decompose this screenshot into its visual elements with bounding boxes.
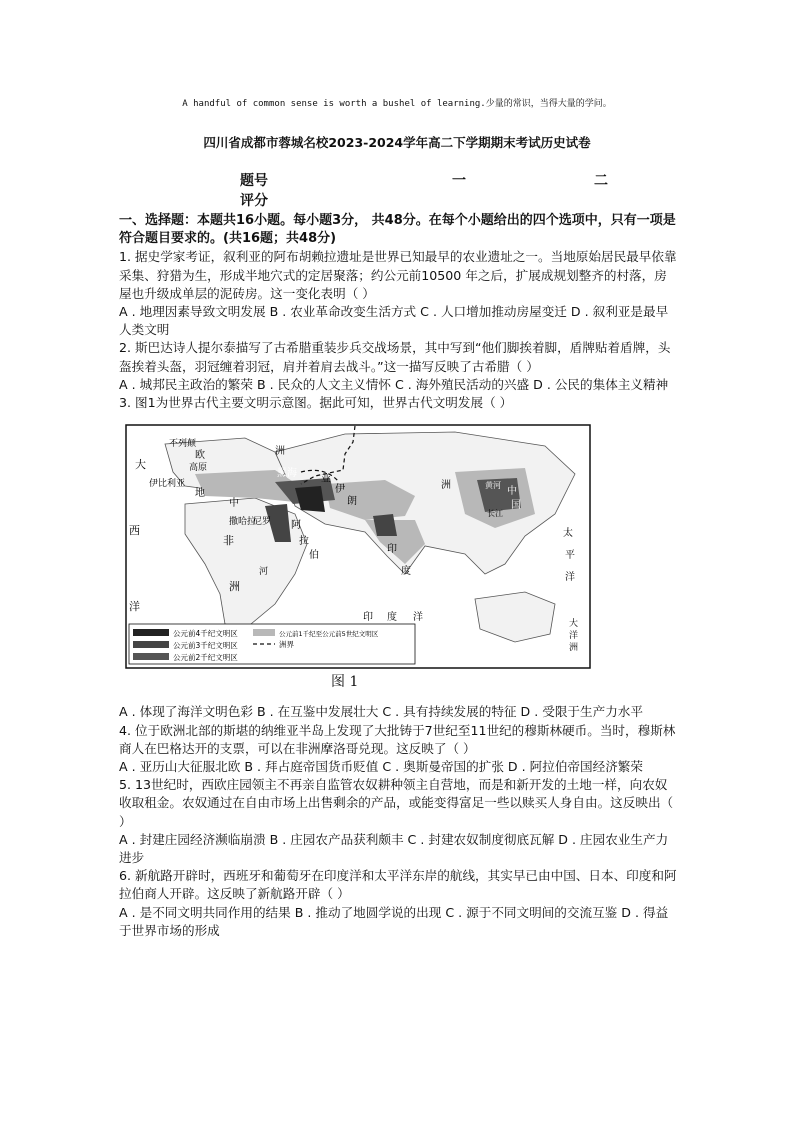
section-heading: 一、选择题：本题共16小题。每小题3分， 共48分。在每个小题给出的四个选项中，只有一项是符合题目要求的。(共16题；共48分) (119, 213, 676, 247)
legend-boundary: 洲界 (279, 640, 294, 650)
map-label: 大 (135, 458, 146, 472)
civilization-map (125, 424, 591, 669)
map-label: 欧 (195, 450, 205, 462)
map-label: 洲 (229, 580, 240, 594)
map-label: 中 (229, 498, 239, 510)
exam-content (119, 212, 677, 940)
question-1-stem: 1. 据史学家考证，叙利亚的阿布胡赖拉遗址是世界已知最早的农业遗址之一。当地原始居民最早依靠采集、狩猎为生，形成半地穴式的定居聚落；约公元前10500 年之后，扩展成规划整齐的村落，房屋也升级成单层的泥砖房。这一变化表明（ ） (119, 249, 677, 301)
map-label: 大 (569, 619, 579, 630)
map-label: 长江 (487, 509, 503, 519)
score-table (0, 170, 794, 190)
question-5-stem: 5. 13世纪时，西欧庄园领主不再亲自监管农奴耕种领主自营地，而是和新开发的土地一样，向农奴收取租金。农奴通过在自由市场上出售剩余的产品，或能变得富足一些以赎买人身自由。这反映出（ ） (119, 777, 674, 829)
question-4-stem: 4. 位于欧洲北部的斯堪的纳维亚半岛上发现了大批铸于7世纪至11世纪的穆斯林硬币。当时，穆斯林商人在巴格达开的支票，可以在非洲摩洛哥兑现。这反映了（ ） (119, 722, 676, 756)
question-1-options: A . 地理因素导致文明发展 B . 农业革命改变生活方式 C . 人口增加推动房屋变迁 D . 叙利亚是最早人类文明 (119, 304, 669, 338)
map-label: 朗 (347, 496, 357, 508)
question-3-stem: 3. 图1为世界古代主要文明示意图。据此可知，世界古代文明发展（ ） (119, 395, 513, 411)
map-label: 平 (565, 550, 575, 562)
map-label: 洋 (565, 572, 575, 584)
zone-bc3-indus (373, 514, 397, 536)
map-label: 非 (223, 534, 234, 548)
legend-bc3: 公元前3千纪文明区 (173, 641, 238, 651)
map-label: 中 (507, 486, 517, 498)
score-col-2: 二 (594, 173, 608, 189)
map-label: 亚 (321, 474, 331, 486)
map-label: 洋 (569, 631, 579, 642)
question-6-options: A . 是不同文明共同作用的结果 B . 推动了地圆学说的出现 C . 源于不同文明间的交流互鉴 D . 得益于世界市场的形成 (119, 904, 669, 938)
map-label: 印 (363, 612, 373, 624)
map-label: 度 (401, 566, 411, 578)
question-2-stem: 2. 斯巴达诗人提尔泰描写了古希腊重装步兵交战场景，其中写到“他们脚挨着脚，盾牌贴着盾牌，头盔挨着头盔，羽冠缠着羽冠，肩并着肩去战斗。”这一描写反映了古希腊（ ） (119, 340, 671, 374)
map-label: 西 (129, 524, 140, 538)
map-label: 洋 (413, 612, 423, 624)
map-label: 不列颠 (169, 439, 197, 450)
question-3-options: A . 体现了海洋文明色彩 B . 在互鉴中发展壮大 C . 具有持续发展的特征 D . 受限于生产力水平 (119, 704, 643, 720)
map-label: 伯 (309, 550, 319, 562)
legend-bc1: 公元前1千纪至公元前5世纪文明区 (279, 630, 379, 639)
legend-bc4: 公元前4千纪文明区 (173, 629, 238, 639)
question-2-options: A . 城邦民主政治的繁荣 B . 民众的人文主义情怀 C . 海外殖民活动的兴盛 D . 公民的集体主义精神 (119, 376, 669, 392)
map-label: 洲 (569, 643, 579, 654)
figure-caption: 图 1 (331, 674, 359, 691)
legend-bc2: 公元前2千纪文明区 (173, 653, 238, 663)
map-label: 拉 (299, 536, 309, 548)
map-label: 国 (511, 500, 521, 512)
map-label: 洲 (275, 446, 285, 458)
map-label: 高原 (189, 463, 208, 474)
map-label: 阿 (291, 520, 301, 532)
map-label: 黑海 (277, 468, 297, 480)
question-5-options: A . 封建庄园经济濒临崩溃 B . 庄园农产品获利颇丰 C . 封建农奴制度彻底瓦解 D . 庄园农业生产力进步 (119, 831, 669, 866)
map-label: 黄河 (485, 481, 501, 491)
map-legend (129, 624, 415, 664)
map-label: 太 (563, 528, 573, 540)
page-title: 四川省成都市蓉城名校2023-2024学年高二下学期期末考试历史试卷 (203, 135, 591, 150)
map-label: 度 (387, 612, 397, 624)
score-col-1: 一 (452, 173, 466, 189)
header-motto: A handful of common sense is worth a bushel of learning.少量的常识，当得大量的学问。 (182, 99, 612, 109)
map-label: 印 (387, 544, 397, 556)
map-label: 尼罗 (253, 517, 272, 528)
question-4-options: A . 亚历山大征服北欧 B . 拜占庭帝国货币贬值 C . 奥斯曼帝国的扩张 D . 阿拉伯帝国经济繁荣 (119, 759, 643, 775)
map-label: 洲 (441, 480, 451, 492)
question-6-stem: 6. 新航路开辟时，西班牙和葡萄牙在印度洋和太平洋东岸的航线，其实早已由中国、日本、印度和阿拉伯商人开辟。这反映了新航路开辟（ ） (119, 868, 677, 902)
map-label: 洋 (129, 600, 140, 614)
map-label: 伊 (335, 484, 345, 496)
map-label: 地 (195, 488, 205, 500)
map-label: 伊比利亚 (149, 479, 186, 490)
score-row-label: 评分 (240, 193, 268, 209)
map-label: 河 (259, 567, 269, 578)
score-col-header: 题号 (240, 173, 268, 189)
map-label: 撒哈拉 (229, 517, 257, 528)
